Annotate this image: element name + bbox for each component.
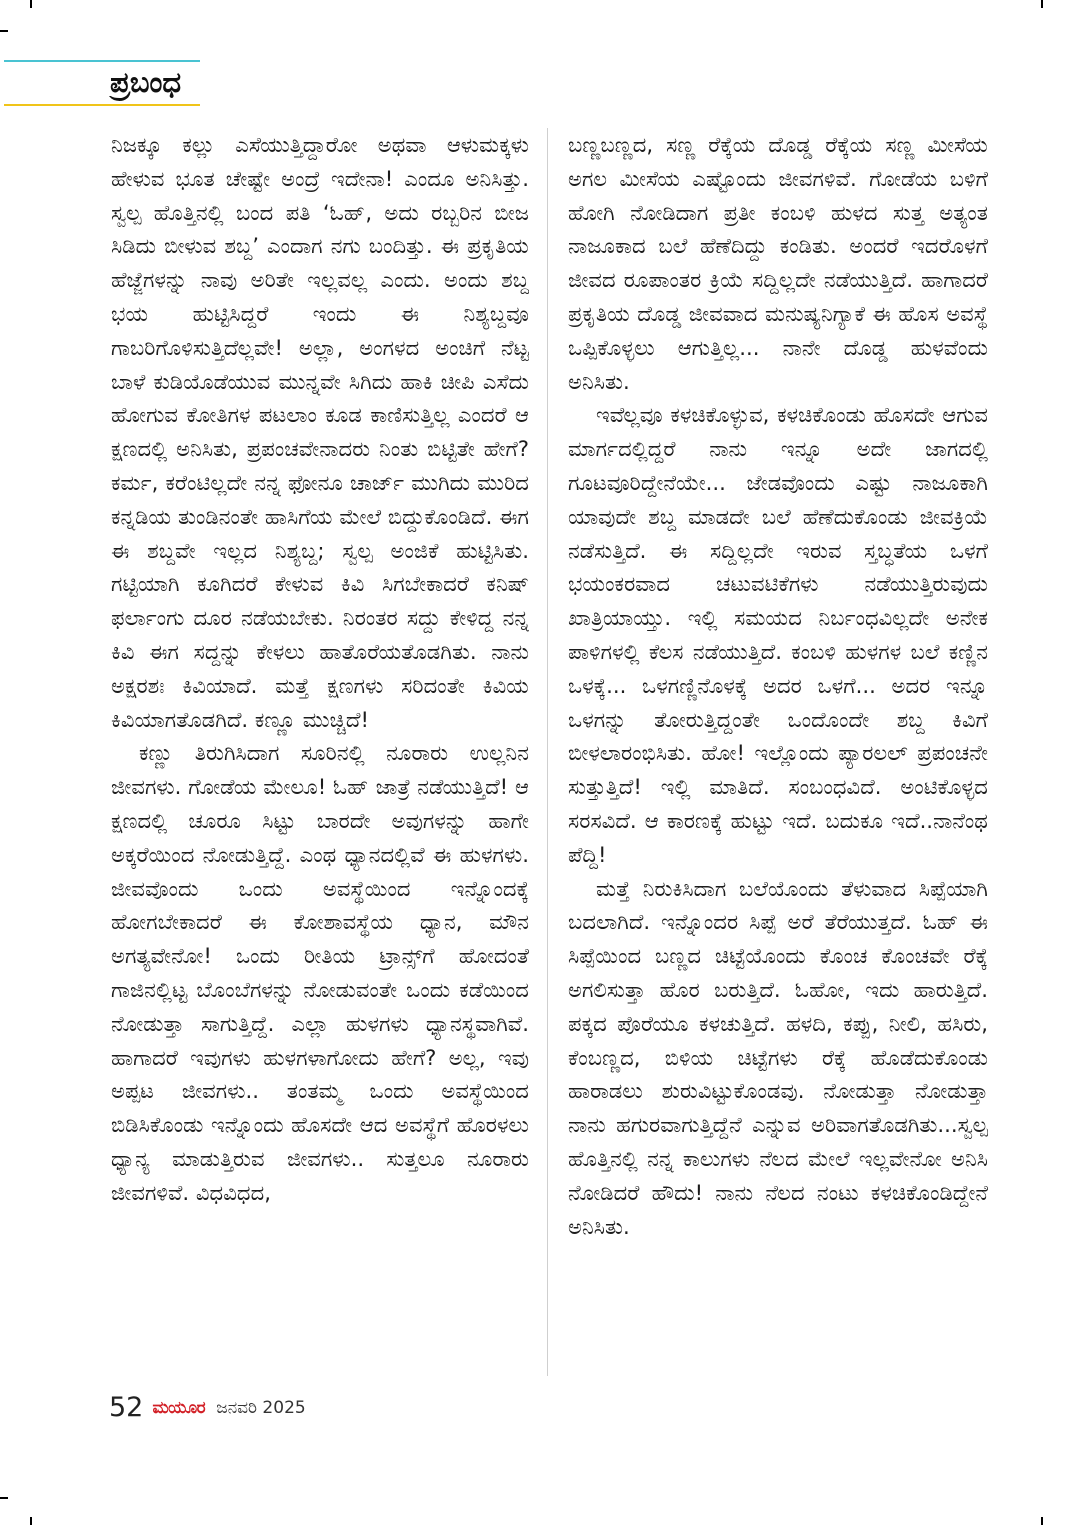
paragraph: ಮತ್ತೆ ನಿರುಕಿಸಿದಾಗ ಬಲೆಯೊಂದು ತೆಳುವಾದ ಸಿಪ್ಪೆಯಾಗಿ ಬದಲಾಗಿದೆ. ಇನ್ನೊಂದರ ಸಿಪ್ಪೆ ಅರೆ ತೆರೆಯುತ್ತದೆ. ಓಹ್ ಈ ಸಿಪ್ಪೆಯಿಂದ ಬಣ್ಣದ ಚಿಟ್ಟೆಯೊಂದು ಕೊಂಚ ಕೊಂಚವೇ ರೆಕ್ಕೆ ಅಗಲಿಸುತ್ತಾ ಹೊರ ಬರುತ್ತಿದೆ. ಓಹೋ, ಇದು ಹಾರುತ್ತಿದೆ. ಪಕ್ಕದ ಪೊರೆಯೂ ಕಳಚುತ್ತಿದೆ. ಹಳದಿ, ಕಪ್ಪು, ನೀಲಿ, ಹಸಿರು, ಕೆಂಬಣ್ಣದ, ಬಿಳಿಯ ಚಿಟ್ಟೆಗಳು ರೆಕ್ಕೆ ಹೊಡೆದುಕೊಂಡು ಹಾರಾಡಲು ಶುರುವಿಟ್ಟುಕೊಂಡವು. ನೋಡುತ್ತಾ ನೋಡುತ್ತಾ ನಾನು ಹಗುರವಾಗುತ್ತಿದ್ದೆನೆ ಎನ್ನುವ ಅರಿವಾಗತೊಡಗಿತು...ಸ್ವಲ್ಪ ಹೊತ್ತಿನಲ್ಲಿ ನನ್ನ ಕಾಲುಗಳು ನೆಲದ ಮೇಲೆ ಇಲ್ಲವೇನೋ ಅನಿಸಿ ನೋಡಿದರೆ ಹೌದು! ನಾನು ನೆಲದ ನಂಟು ಕಳಚಿಕೊಂಡಿದ್ದೇನೆ ಅನಿಸಿತು. — [568, 875, 988, 1239]
paragraph: ಬಣ್ಣಬಣ್ಣದ, ಸಣ್ಣ ರೆಕ್ಕೆಯ ದೊಡ್ಡ ರೆಕ್ಕೆಯ ಸಣ್ಣ ಮೀಸೆಯ ಅಗಲ ಮೀಸೆಯ ಎಷ್ಟೊಂದು ಜೀವಗಳಿವೆ. ಗೋಡೆಯ ಬಳಿಗೆ ಹೋಗಿ ನೋಡಿದಾಗ ಪ್ರತೀ ಕಂಬಳಿ ಹುಳದ ಸುತ್ತ ಅತ್ಯಂತ ನಾಜೂಕಾದ ಬಲೆ ಹೆಣೆದಿದ್ದು ಕಂಡಿತು. ಅಂದರೆ ಇದರೊಳಗೆ ಜೀವದ ರೂಪಾಂತರ ಕ್ರಿಯೆ ಸದ್ದಿಲ್ಲದೇ ನಡೆಯುತ್ತಿದೆ. ಹಾಗಾದರೆ ಪ್ರಕೃತಿಯ ದೊಡ್ಡ ಜೀವವಾದ ಮನುಷ್ಯನಿಗ್ಯಾಕೆ ಈ ಹೊಸ ಅವಸ್ಥೆ ಒಪ್ಪಿಕೊಳ್ಳಲು ಆಗುತ್ತಿಲ್ಲ... ನಾನೇ ದೊಡ್ಡ ಹುಳವೆಂದು ಅನಿಸಿತು. — [568, 132, 988, 394]
crop-mark-left-upper — [0, 30, 8, 32]
header-rule-bottom — [4, 104, 200, 106]
page-footer — [109, 1392, 306, 1428]
section-title: ಪ್ರಬಂಧ — [110, 65, 182, 99]
crop-mark-bottom-left — [30, 1517, 32, 1525]
page-number: 52 — [109, 1392, 144, 1423]
paragraph: ಕಣ್ಣು ತಿರುಗಿಸಿದಾಗ ಸೂರಿನಲ್ಲಿ ನೂರಾರು ಉಲ್ಲನಿನ ಜೀವಗಳು. ಗೋಡೆಯ ಮೇಲೂ! ಓಹ್ ಜಾತ್ರೆ ನಡೆಯುತ್ತಿದೆ! ಆ ಕ್ಷಣದಲ್ಲಿ ಚೂರೂ ಸಿಟ್ಟು ಬಾರದೇ ಅವುಗಳನ್ನು ಹಾಗೇ ಅಕ್ಕರೆಯಿಂದ ನೋಡುತ್ತಿದ್ದೆ. ಎಂಥ ಧ್ಯಾನದಲ್ಲಿವೆ ಈ ಹುಳಗಳು. ಜೀವವೊಂದು ಒಂದು ಅವಸ್ಥೆಯಿಂದ ಇನ್ನೊಂದಕ್ಕೆ ಹೋಗಬೇಕಾದರೆ ಈ ಕೋಶಾವಸ್ಥೆಯ ಧ್ಯಾನ, ಮೌನ ಅಗತ್ಯವೇನೋ! ಒಂದು ರೀತಿಯ ಟ್ರಾನ್ಸ್‌ಗೆ ಹೋದಂತೆ ಗಾಜಿನಲ್ಲಿಟ್ಟ ಬೊಂಬೆಗಳನ್ನು ನೋಡುವಂತೇ ಒಂದು ಕಡೆಯಿಂದ ನೋಡುತ್ತಾ ಸಾಗುತ್ತಿದ್ದೆ. ಎಲ್ಲಾ ಹುಳಗಳು ಧ್ಯಾನಸ್ಥವಾಗಿವೆ. ಹಾಗಾದರೆ ಇವುಗಳು ಹುಳಗಳಾಗೋದು ಹೇಗೆ? ಅಲ್ಲ, ಇವು ಅಪ್ಪಟ ಜೀವಗಳು.. ತಂತಮ್ಮ ಒಂದು ಅವಸ್ಥೆಯಿಂದ ಬಿಡಿಸಿಕೊಂಡು ಇನ್ನೊಂದು ಹೊಸದೇ ಆದ ಅವಸ್ಥೆಗೆ ಹೊರಳಲು ಧ್ಯಾನ್ಯ ಮಾಡುತ್ತಿರುವ ಜೀವಗಳು.. ಸುತ್ತಲೂ ನೂರಾರು ಜೀವಗಳಿವೆ. ವಿಧವಿಧದ, — [111, 740, 529, 1205]
article-column-left — [111, 128, 529, 1376]
column-divider — [547, 128, 548, 1376]
crop-mark-bottom-right — [1041, 1517, 1043, 1525]
crop-mark-top-left — [30, 0, 32, 8]
crop-mark-left-lower — [0, 1497, 8, 1499]
magazine-logo: ಮಯೂರ — [152, 1397, 206, 1418]
issue-date: ಜನವರಿ 2025 — [216, 1397, 306, 1418]
crop-mark-top-right — [1041, 0, 1043, 8]
paragraph: ಇವೆಲ್ಲವೂ ಕಳಚಿಕೊಳ್ಳುವ, ಕಳಚಿಕೊಂಡು ಹೊಸದೇ ಆಗುವ ಮಾರ್ಗದಲ್ಲಿದ್ದರೆ ನಾನು ಇನ್ನೂ ಅದೇ ಜಾಗದಲ್ಲಿ ಗೂಟವೂರಿದ್ದೇನೆಯೇ... ಜೇಡವೊಂದು ಎಷ್ಟು ನಾಜೂಕಾಗಿ ಯಾವುದೇ ಶಬ್ದ ಮಾಡದೇ ಬಲೆ ಹೆಣೆದುಕೊಂಡು ಜೀವಕ್ರಿಯೆ ನಡೆಸುತ್ತಿದೆ. ಈ ಸದ್ದಿಲ್ಲದೇ ಇರುವ ಸ್ತಬ್ಧತೆಯ ಒಳಗೆ ಭಯಂಕರವಾದ ಚಟುವಟಿಕೆಗಳು ನಡೆಯುತ್ತಿರುವುದು ಖಾತ್ರಿಯಾಯ್ತು. ಇಲ್ಲಿ ಸಮಯದ ನಿರ್ಬಂಧವಿಲ್ಲದೇ ಅನೇಕ ಪಾಳಿಗಳಲ್ಲಿ ಕೆಲಸ ನಡೆಯುತ್ತಿದೆ. ಕಂಬಳಿ ಹುಳಗಳ ಬಲೆ ಕಣ್ಣಿನ ಒಳಕ್ಕೆ... ಒಳಗಣ್ಣಿನೊಳಕ್ಕೆ ಅದರ ಒಳಗೆ... ಅದರ ಇನ್ನೂ ಒಳಗನ್ನು ತೋರುತ್ತಿದ್ದಂತೇ ಒಂದೊಂದೇ ಶಬ್ದ ಕಿವಿಗೆ ಬೀಳಲಾರಂಭಿಸಿತು. ಹೋ! ಇಲ್ಲೊಂದು ಪ್ಯಾರಲಲ್ ಪ್ರಪಂಚನೇ ಸುತ್ತುತ್ತಿದೆ! ಇಲ್ಲಿ ಮಾತಿದೆ. ಸಂಬಂಧವಿದೆ. ಅಂಟಿಕೊಳ್ಳದ ಸರಸವಿದೆ. ಆ ಕಾರಣಕ್ಕೆ ಹುಟ್ಟು ಇದೆ. ಬದುಕೂ ಇದೆ..ನಾನೆಂಥ ಪೆದ್ದಿ! — [568, 402, 988, 867]
paragraph: ನಿಜಕ್ಕೂ ಕಲ್ಲು ಎಸೆಯುತ್ತಿದ್ದಾರೋ ಅಥವಾ ಆಳುಮಕ್ಕಳು ಹೇಳುವ ಭೂತ ಚೇಷ್ಟೇ ಅಂದ್ರೆ ಇದೇನಾ! ಎಂದೂ ಅನಿಸಿತ್ತು. ಸ್ವಲ್ಪ ಹೊತ್ತಿನಲ್ಲಿ ಬಂದ ಪತಿ ‘ಓಹ್, ಅದು ರಬ್ಬರಿನ ಬೀಜ ಸಿಡಿದು ಬೀಳುವ ಶಬ್ದ’ ಎಂದಾಗ ನಗು ಬಂದಿತ್ತು. ಈ ಪ್ರಕೃತಿಯ ಹೆಜ್ಜೆಗಳನ್ನು ನಾವು ಅರಿತೇ ಇಲ್ಲವಲ್ಲ ಎಂದು. ಅಂದು ಶಬ್ದ ಭಯ ಹುಟ್ಟಿಸಿದ್ದರೆ ಇಂದು ಈ ನಿಶ್ಯಬ್ದವೂ ಗಾಬರಿಗೊಳಿಸುತ್ತಿದೆಲ್ಲವೇ! ಅಲ್ಲಾ, ಅಂಗಳದ ಅಂಚಿಗೆ ನೆಟ್ಟ ಬಾಳೆ ಕುಡಿಯೊಡೆಯುವ ಮುನ್ನವೇ ಸಿಗಿದು ಹಾಕಿ ಚೀಪಿ ಎಸೆದು ಹೋಗುವ ಕೋತಿಗಳ ಪಟಲಾಂ ಕೂಡ ಕಾಣಿಸುತ್ತಿಲ್ಲ ಎಂದರೆ ಆ ಕ್ಷಣದಲ್ಲಿ ಅನಿಸಿತು, ಪ್ರಪಂಚವೇನಾದರು ನಿಂತು ಬಿಟ್ಟಿತೇ ಹೇಗೆ? ಕರ್ಮ, ಕರೆಂಟಿಲ್ಲದೇ ನನ್ನ ಫೋನೂ ಚಾರ್ಜ್ ಮುಗಿದು ಮುರಿದ ಕನ್ನಡಿಯ ತುಂಡಿನಂತೇ ಹಾಸಿಗೆಯ ಮೇಲೆ ಬಿದ್ದುಕೊಂಡಿದೆ. ಈಗ ಈ ಶಬ್ದವೇ ಇಲ್ಲದ ನಿಶ್ಯಬ್ದ; ಸ್ವಲ್ಪ ಅಂಜಿಕೆ ಹುಟ್ಟಿಸಿತು. ಗಟ್ಟಿಯಾಗಿ ಕೂಗಿದರೆ ಕೇಳುವ ಕಿವಿ ಸಿಗಬೇಕಾದರೆ ಕನಿಷ್ ಫರ್ಲಾಂಗು ದೂರ ನಡೆಯಬೇಕು. ನಿರಂತರ ಸದ್ದು ಕೇಳಿದ್ದ ನನ್ನ ಕಿವಿ ಈಗ ಸದ್ದನ್ನು ಕೇಳಲು ಹಾತೊರೆಯತೊಡಗಿತು. ನಾನು ಅಕ್ಷರಶಃ ಕಿವಿಯಾದೆ. ಮತ್ತೆ ಕ್ಷಣಗಳು ಸರಿದಂತೇ ಕಿವಿಯ ಕಿವಿಯಾಗತೊಡಗಿದೆ. ಕಣ್ಣೂ ಮುಚ್ಚಿದೆ! — [111, 132, 529, 732]
article-column-right — [568, 128, 988, 1376]
section-header — [0, 56, 205, 110]
